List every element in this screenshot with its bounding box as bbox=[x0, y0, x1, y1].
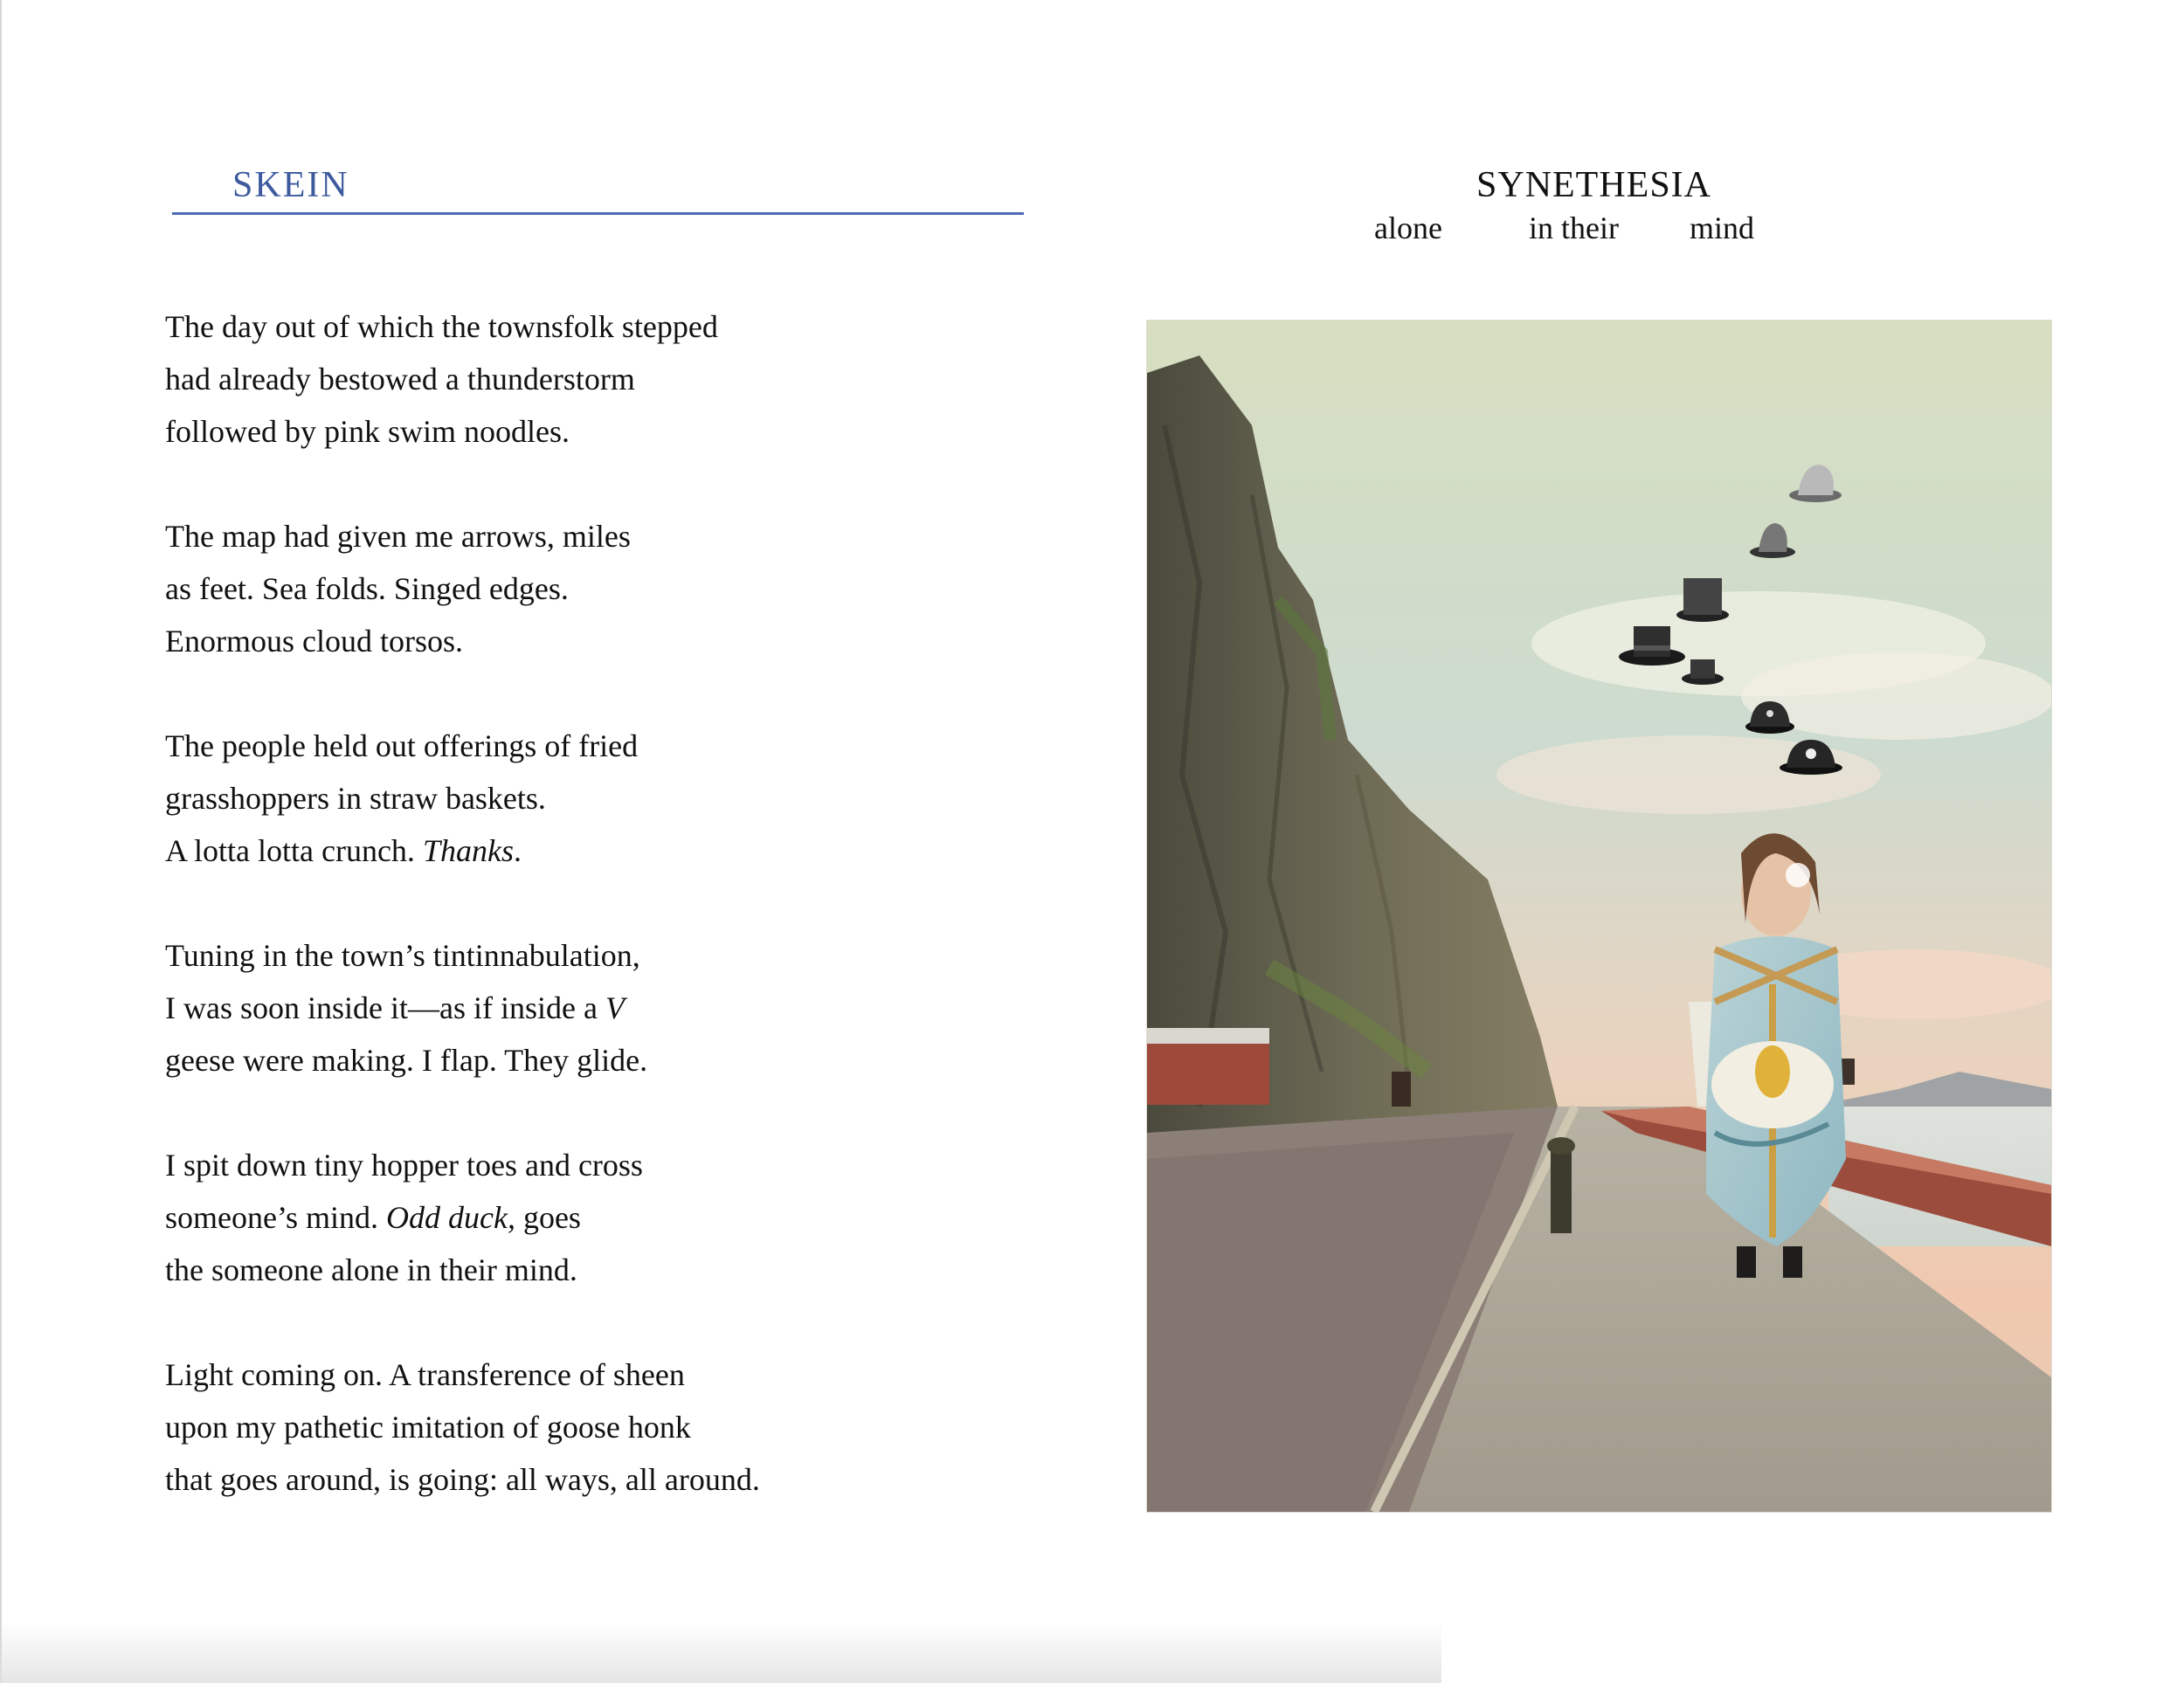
poem-line: The map had given me arrows, miles bbox=[165, 519, 631, 554]
poem-body bbox=[165, 300, 864, 1558]
stanza bbox=[165, 720, 864, 877]
stanza bbox=[165, 300, 864, 458]
poem-line: followed by pink swim noodles. bbox=[165, 414, 570, 449]
poem-line: as feet. Sea folds. Singed edges. bbox=[165, 571, 569, 606]
stanza bbox=[165, 929, 864, 1086]
title-underline bbox=[172, 212, 1024, 215]
poem-line bbox=[165, 824, 864, 877]
subtitle-word-1: alone bbox=[1374, 210, 1442, 245]
stanza bbox=[165, 1348, 864, 1506]
poem-line: geese were making. I flap. They glide. bbox=[165, 1043, 648, 1078]
poem-line: upon my pathetic imitation of goose honk bbox=[165, 1410, 691, 1445]
poem-line: Tuning in the town’s tintinnabulation, bbox=[165, 938, 640, 973]
collage-title: SYNETHESIA bbox=[1476, 165, 1711, 205]
line-tail: . bbox=[513, 833, 522, 868]
line-tail: goes bbox=[515, 1200, 581, 1235]
poem-line: the someone alone in their mind. bbox=[165, 1252, 577, 1287]
line-italic: Thanks bbox=[422, 833, 514, 868]
poem-line: grasshoppers in straw baskets. bbox=[165, 781, 546, 816]
poem-line: I spit down tiny hopper toes and cross bbox=[165, 1148, 643, 1183]
poem-line: The people held out offerings of fried bbox=[165, 728, 639, 763]
line-text: A lotta lotta crunch. bbox=[165, 833, 423, 868]
page-edge bbox=[0, 0, 2, 1683]
poem-line: that goes around, is going: all ways, all around. bbox=[165, 1462, 760, 1497]
poem-title: SKEIN bbox=[232, 165, 349, 205]
line-text: I was soon inside it—as if inside a bbox=[165, 990, 605, 1025]
collage-image bbox=[1146, 320, 2052, 1513]
poem-line: Light coming on. A transference of sheen bbox=[165, 1357, 685, 1392]
poem-line: Enormous cloud torsos. bbox=[165, 624, 463, 659]
poem-line bbox=[165, 1191, 864, 1244]
subtitle-word-3: mind bbox=[1690, 210, 1755, 245]
page-shadow bbox=[0, 1622, 1441, 1683]
poem-line bbox=[165, 982, 864, 1034]
stanza bbox=[165, 1139, 864, 1296]
subtitle-word-2: in their bbox=[1529, 210, 1619, 245]
line-italic: V bbox=[605, 990, 625, 1025]
line-text: someone’s mind. bbox=[165, 1200, 386, 1235]
stanza bbox=[165, 510, 864, 667]
poem-line: had already bestowed a thunderstorm bbox=[165, 362, 635, 397]
poem-line: The day out of which the townsfolk stepped bbox=[165, 309, 718, 344]
line-italic: Odd duck, bbox=[385, 1200, 515, 1235]
